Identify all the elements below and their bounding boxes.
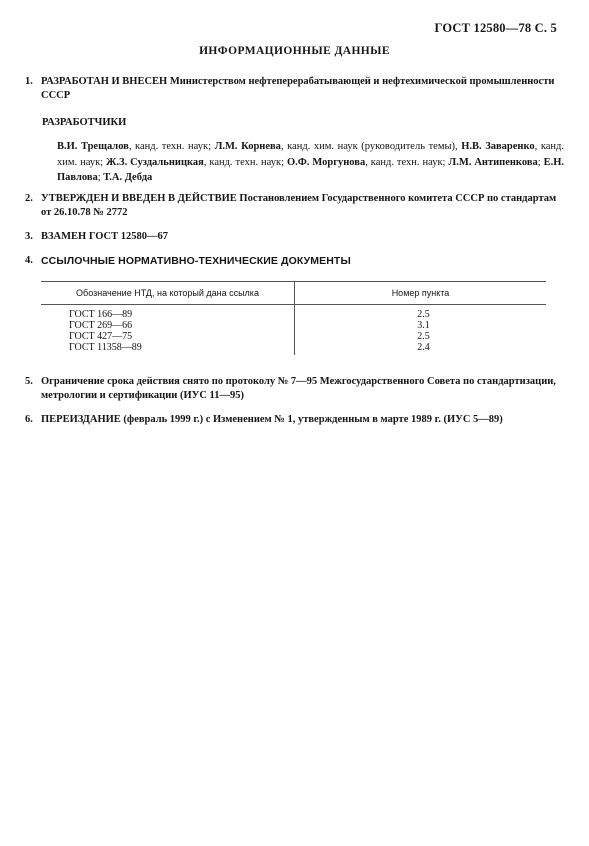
clause-cell: 2.4 bbox=[417, 342, 430, 353]
table-row bbox=[41, 320, 546, 331]
developer-name: О.Ф. Моргунова bbox=[287, 156, 366, 168]
document-cell: ГОСТ 269—66 bbox=[41, 320, 295, 331]
developer-name: Л.М. Корнева bbox=[214, 141, 281, 152]
item-text: ПЕРЕИЗДАНИЕ (февраль 1999 г.) с Изменением № 1, утвержденным в марте 1989 г. (ИУС 5—89) bbox=[41, 414, 503, 425]
item-validity bbox=[25, 375, 565, 403]
column-header-clause: Номер пункта bbox=[295, 282, 547, 305]
developer-name: Н.В. Заваренко bbox=[461, 141, 535, 152]
reference-table bbox=[41, 281, 546, 355]
item-lead: РАЗРАБОТАН И ВНЕСЕН bbox=[41, 76, 168, 87]
item-body: Постановлением Государственного комитета СССР по стандартам от 26.10.78 № 2772 bbox=[41, 193, 557, 218]
developer-title: ; bbox=[97, 172, 104, 183]
clause-cell: 2.5 bbox=[417, 309, 430, 320]
table-row bbox=[41, 305, 546, 321]
table-row bbox=[41, 342, 546, 355]
table-row bbox=[41, 331, 546, 342]
item-text bbox=[41, 192, 565, 220]
developers-heading: РАЗРАБОТЧИКИ bbox=[42, 117, 127, 128]
developer-name: В.И. Трещалов bbox=[57, 141, 129, 152]
item-number: 2. bbox=[25, 193, 33, 204]
item-approved bbox=[25, 192, 565, 220]
item-number: 3. bbox=[25, 231, 33, 242]
item-reference-docs bbox=[25, 254, 565, 268]
developer-title: , канд. хим. наук (руководитель темы), bbox=[280, 141, 462, 152]
item-number: 6. bbox=[25, 414, 33, 425]
item-reissue bbox=[25, 413, 565, 427]
developer-name: Л.М. Антипенкова bbox=[448, 156, 538, 168]
item-number: 5. bbox=[25, 376, 33, 387]
clause-cell: 3.1 bbox=[417, 320, 430, 331]
item-number: 4. bbox=[25, 255, 33, 266]
document-cell: ГОСТ 166—89 bbox=[41, 305, 295, 321]
item-text: Ограничение срока действия снято по протоколу № 7—95 Межгосударственного Совета по стандартизации, метрологии и сертификации (ИУС 11—95) bbox=[41, 376, 556, 401]
document-cell: ГОСТ 11358—89 bbox=[41, 342, 295, 355]
item-number: 1. bbox=[25, 76, 33, 87]
item-developed-by bbox=[25, 75, 565, 103]
document-cell: ГОСТ 427—75 bbox=[41, 331, 295, 342]
developer-title: ; bbox=[537, 156, 544, 168]
document-title: ИНФОРМАЦИОННЫЕ ДАННЫЕ bbox=[199, 45, 390, 57]
developer-title: , канд. техн. наук; bbox=[203, 156, 287, 168]
item-replaces bbox=[25, 230, 565, 244]
developer-title: , канд. техн. наук; bbox=[128, 141, 215, 152]
developer-name: Ж.З. Суздальницкая bbox=[106, 156, 204, 168]
table-header-row bbox=[41, 282, 546, 305]
clause-cell: 2.5 bbox=[417, 331, 430, 342]
developer-title: , канд. хим. наук; bbox=[57, 141, 565, 168]
item-lead: УТВЕРЖДЕН И ВВЕДЕН В ДЕЙСТВИЕ bbox=[41, 193, 237, 204]
page-header: ГОСТ 12580—78 С. 5 bbox=[434, 21, 557, 35]
item-text bbox=[41, 75, 565, 103]
item-text: ВЗАМЕН ГОСТ 12580—67 bbox=[41, 231, 169, 242]
developer-title: , канд. техн. наук; bbox=[365, 156, 449, 168]
item-text: ССЫЛОЧНЫЕ НОРМАТИВНО-ТЕХНИЧЕСКИЕ ДОКУМЕНТЫ bbox=[41, 255, 351, 267]
developer-name: Т.А. Дебда bbox=[103, 172, 153, 183]
developer-name: Е.Н. Павлова bbox=[57, 156, 565, 183]
developers-list bbox=[57, 139, 564, 186]
column-header-document: Обозначение НТД, на который дана ссылка bbox=[41, 282, 295, 305]
item-body: Министерством нефтеперерабатывающей и нефтехимической промышленности СССР bbox=[41, 76, 555, 101]
